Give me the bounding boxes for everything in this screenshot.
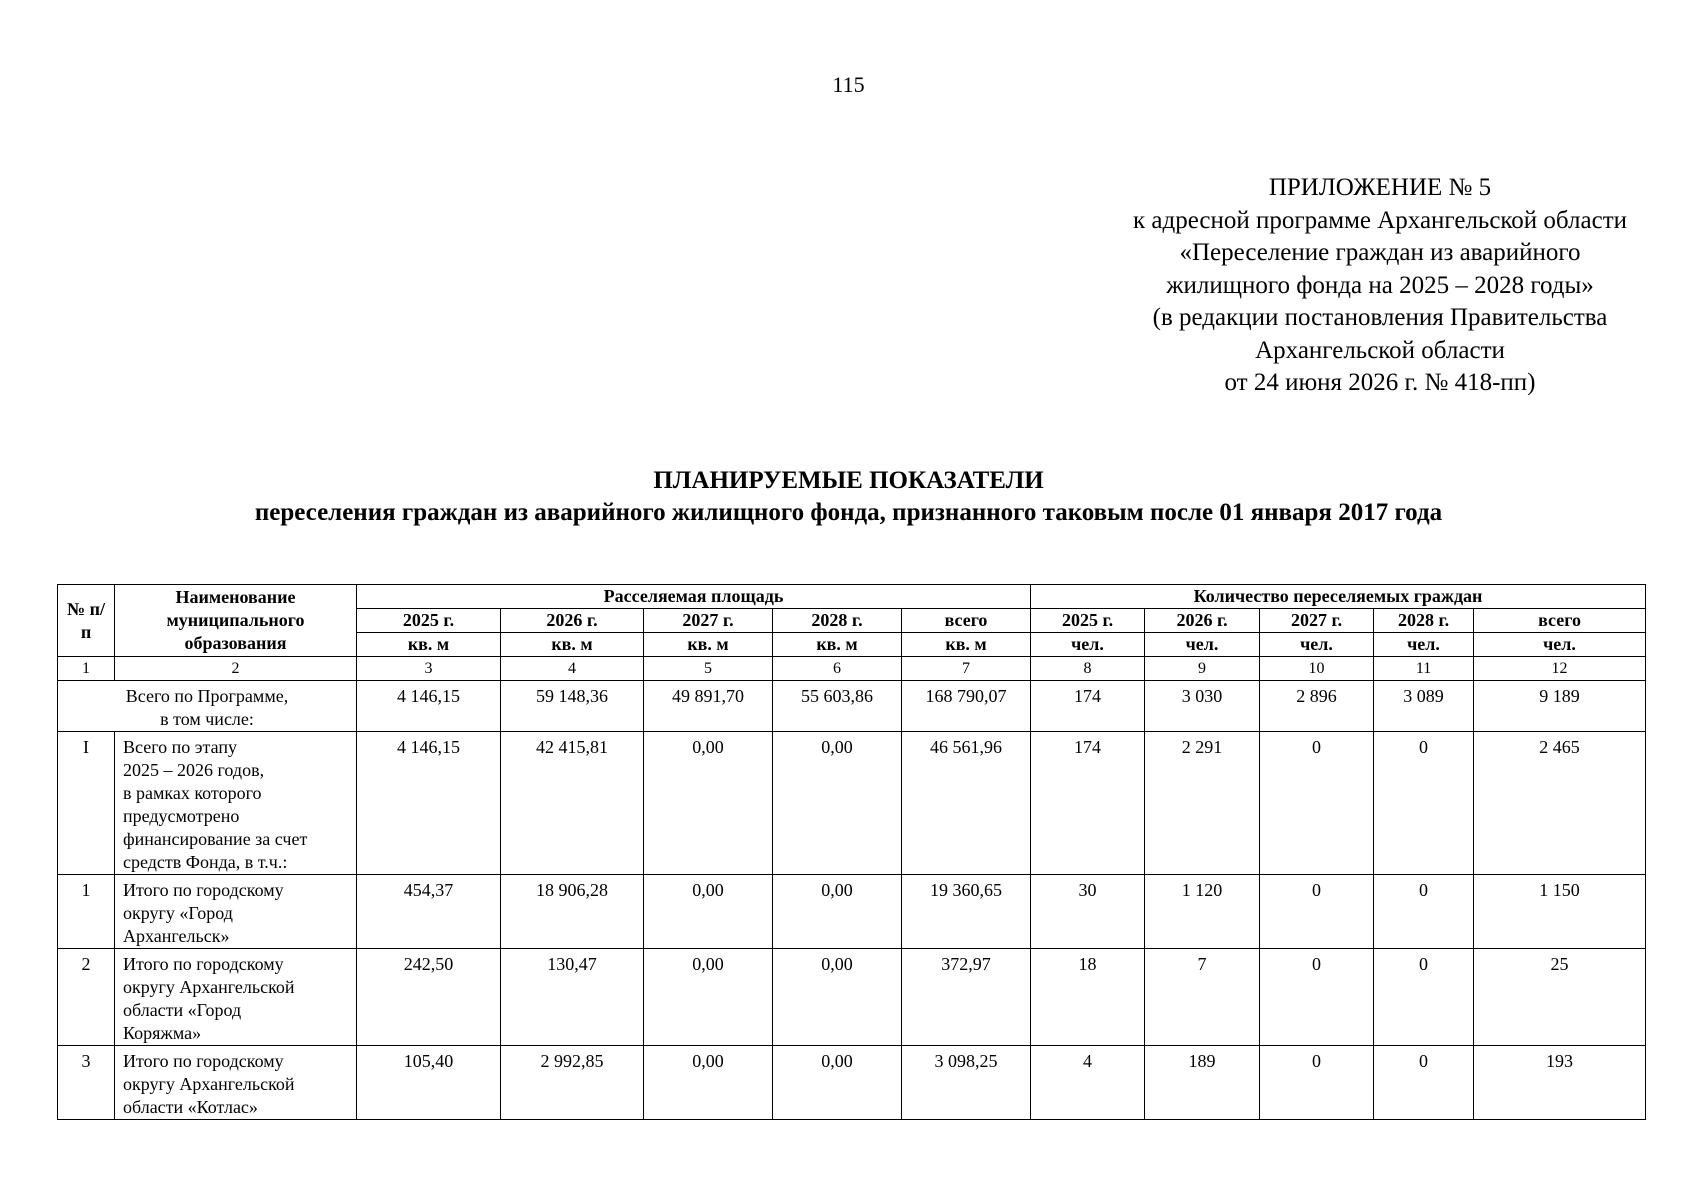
row-name <box>115 1046 357 1120</box>
value-cell: 3 089 <box>1374 681 1474 732</box>
value-cell: 25 <box>1474 949 1646 1046</box>
value-cell: 3 030 <box>1145 681 1260 732</box>
value-cell: 0 <box>1374 1046 1474 1120</box>
column-number: 9 <box>1145 657 1260 681</box>
value-cell: 2 291 <box>1145 732 1260 875</box>
header-year: 2026 г. <box>501 609 644 633</box>
row-name <box>115 732 357 875</box>
value-cell: 9 189 <box>1474 681 1646 732</box>
value-cell: 105,40 <box>357 1046 501 1120</box>
value-cell: 454,37 <box>357 875 501 949</box>
table-row <box>58 875 1646 949</box>
value-cell: 30 <box>1031 875 1145 949</box>
appendix-line: жилищного фонда на 2025 – 2028 годы» <box>1166 271 1594 299</box>
header-year: всего <box>1474 609 1646 633</box>
header-year: 2028 г. <box>773 609 902 633</box>
page-number: 115 <box>832 72 865 97</box>
appendix-line: «Переселение граждан из аварийного <box>1179 239 1581 266</box>
header-unit: чел. <box>1474 633 1646 657</box>
value-cell: 0,00 <box>773 1046 902 1120</box>
column-number: 11 <box>1374 657 1474 681</box>
value-cell: 0,00 <box>773 732 902 875</box>
value-cell: 372,97 <box>902 949 1031 1046</box>
value-cell: 174 <box>1031 681 1145 732</box>
value-cell: 46 561,96 <box>902 732 1031 875</box>
header-unit: чел. <box>1031 633 1145 657</box>
column-number: 6 <box>773 657 902 681</box>
column-number: 1 <box>58 657 115 681</box>
row-number: I <box>58 732 115 875</box>
value-cell: 4 146,15 <box>357 732 501 875</box>
value-cell: 0,00 <box>644 1046 773 1120</box>
row-name <box>115 949 357 1046</box>
value-cell: 4 <box>1031 1046 1145 1120</box>
header-name: Наименование муниципального образования <box>115 585 357 657</box>
value-cell: 0,00 <box>773 875 902 949</box>
row-name-line: округу Архангельской <box>123 977 295 997</box>
value-cell: 0 <box>1260 732 1374 875</box>
value-cell: 1 150 <box>1474 875 1646 949</box>
header-unit: кв. м <box>644 633 773 657</box>
row-number: 3 <box>58 1046 115 1120</box>
header-unit: кв. м <box>501 633 644 657</box>
value-cell: 0 <box>1374 732 1474 875</box>
row-name-line: округу «Город <box>123 903 233 923</box>
value-cell: 168 790,07 <box>902 681 1031 732</box>
header-unit: кв. м <box>773 633 902 657</box>
appendix-line: Архангельской области <box>1255 336 1505 364</box>
table-row <box>58 949 1646 1046</box>
header-year: всего <box>902 609 1031 633</box>
column-number: 7 <box>902 657 1031 681</box>
header-year: 2025 г. <box>357 609 501 633</box>
table-row <box>58 732 1646 875</box>
value-cell: 242,50 <box>357 949 501 1046</box>
row-name-line: Итого по городскому <box>123 1051 284 1071</box>
value-cell: 49 891,70 <box>644 681 773 732</box>
appendix-line: ПРИЛОЖЕНИЕ № 5 <box>1268 174 1492 201</box>
header-unit: кв. м <box>902 633 1031 657</box>
value-cell: 3 098,25 <box>902 1046 1031 1120</box>
column-number: 4 <box>501 657 644 681</box>
appendix-line: к адресной программе Архангельской области <box>1132 206 1628 234</box>
row-name-line: Всего по этапу <box>123 737 237 757</box>
value-cell: 42 415,81 <box>501 732 644 875</box>
row-number: 1 <box>58 875 115 949</box>
column-number: 10 <box>1260 657 1374 681</box>
row-name-line: в рамках которого <box>123 783 262 803</box>
header-year: 2025 г. <box>1031 609 1145 633</box>
header-people-group: Количество переселяемых граждан <box>1031 585 1646 609</box>
header-area-group: Расселяемая площадь <box>357 585 1031 609</box>
value-cell: 189 <box>1145 1046 1260 1120</box>
row-name-line: 2025 – 2026 годов, <box>123 760 265 780</box>
value-cell: 0 <box>1374 875 1474 949</box>
total-name-line: в том числе: <box>160 709 254 729</box>
value-cell: 130,47 <box>501 949 644 1046</box>
value-cell: 7 <box>1145 949 1260 1046</box>
row-name-line: Коряжма» <box>123 1023 202 1043</box>
row-name-line: области «Котлас» <box>123 1097 258 1117</box>
value-cell: 55 603,86 <box>773 681 902 732</box>
header-year: 2026 г. <box>1145 609 1260 633</box>
row-name-line: средств Фонда, в т.ч.: <box>123 852 288 872</box>
value-cell: 0,00 <box>773 949 902 1046</box>
value-cell: 0,00 <box>644 875 773 949</box>
header-year: 2028 г. <box>1374 609 1474 633</box>
value-cell: 2 465 <box>1474 732 1646 875</box>
value-cell: 1 120 <box>1145 875 1260 949</box>
row-name-line: финансирование за счет <box>123 829 308 849</box>
appendix-line: (в редакции постановления Правительства <box>1152 304 1608 331</box>
value-cell: 0 <box>1260 875 1374 949</box>
value-cell: 0 <box>1260 1046 1374 1120</box>
title-sub: переселения граждан из аварийного жилищного фонда, признанного таковым после 01 января 2017 года <box>254 499 1443 526</box>
value-cell: 18 906,28 <box>501 875 644 949</box>
value-cell: 0,00 <box>644 732 773 875</box>
header-unit: кв. м <box>357 633 501 657</box>
column-number: 3 <box>357 657 501 681</box>
row-name-line: Архангельск» <box>123 926 230 946</box>
column-number-row <box>58 657 1646 681</box>
header-year: 2027 г. <box>644 609 773 633</box>
table-row-total <box>58 681 1646 732</box>
table-row <box>58 1046 1646 1120</box>
header-year: 2027 г. <box>1260 609 1374 633</box>
header-unit: чел. <box>1260 633 1374 657</box>
value-cell: 18 <box>1031 949 1145 1046</box>
value-cell: 174 <box>1031 732 1145 875</box>
value-cell: 59 148,36 <box>501 681 644 732</box>
indicators-table <box>57 584 1646 1120</box>
row-number: 2 <box>58 949 115 1046</box>
value-cell: 0 <box>1260 949 1374 1046</box>
appendix-header <box>1080 172 1680 400</box>
column-number: 12 <box>1474 657 1646 681</box>
column-number: 2 <box>115 657 357 681</box>
row-name-line: Итого по городскому <box>123 954 284 974</box>
row-name-line: Итого по городскому <box>123 880 284 900</box>
header-unit: чел. <box>1145 633 1260 657</box>
header-num: № п/п <box>58 585 115 657</box>
appendix-line: от 24 июня 2026 г. № 418-пп) <box>1224 369 1536 396</box>
value-cell: 4 146,15 <box>357 681 501 732</box>
value-cell: 193 <box>1474 1046 1646 1120</box>
header-unit: чел. <box>1374 633 1474 657</box>
value-cell: 0 <box>1374 949 1474 1046</box>
row-name-line: округу Архангельской <box>123 1074 295 1094</box>
value-cell: 2 992,85 <box>501 1046 644 1120</box>
column-number: 8 <box>1031 657 1145 681</box>
total-name-line: Всего по Программе, <box>125 686 289 706</box>
value-cell: 2 896 <box>1260 681 1374 732</box>
row-name <box>115 875 357 949</box>
row-name-line: предусмотрено <box>123 806 240 826</box>
value-cell: 0,00 <box>644 949 773 1046</box>
value-cell: 19 360,65 <box>902 875 1031 949</box>
title-main: ПЛАНИРУЕМЫЕ ПОКАЗАТЕЛИ <box>653 467 1044 494</box>
document-title <box>0 465 1697 529</box>
total-name-cell <box>58 681 357 732</box>
row-name-line: области «Город <box>123 1000 242 1020</box>
column-number: 5 <box>644 657 773 681</box>
